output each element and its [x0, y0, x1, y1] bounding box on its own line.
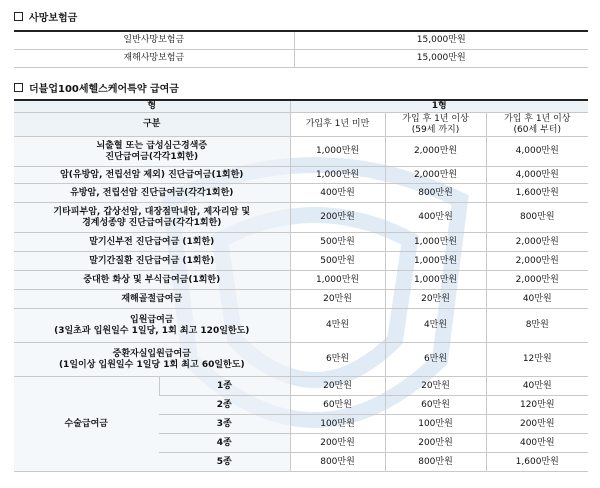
benefit-label-line2: 경계성종양 진단급여금(각각1회한)	[82, 217, 222, 228]
surgery-value: 200만원	[486, 415, 588, 434]
benefit-value: 4만원	[385, 309, 486, 343]
surgery-value: 20만원	[385, 377, 486, 396]
benefit-label-line2: 진단급여금(각각1회한)	[105, 151, 199, 162]
table-row	[14, 137, 588, 167]
header-col-over-1yr-59: 가입 후 1년 이상 (59세 까지)	[385, 113, 486, 137]
surgery-value: 200만원	[290, 434, 385, 453]
benefit-label-line1: 중환자실입원급여금	[112, 348, 191, 359]
header-col-under-1yr: 가입후 1년 미만	[290, 113, 385, 137]
benefit-label	[14, 252, 290, 271]
table-row	[14, 377, 588, 396]
benefit-label	[14, 184, 290, 203]
checkbox-icon	[14, 12, 23, 21]
section-title-healthcare-rider	[14, 79, 590, 95]
surgery-value: 1,600만원	[486, 453, 588, 472]
surgery-value: 60만원	[385, 396, 486, 415]
benefit-value: 20만원	[385, 290, 486, 309]
benefit-value: 4,000만원	[486, 137, 588, 167]
checkbox-icon	[14, 83, 23, 92]
benefit-value: 8만원	[486, 309, 588, 343]
benefit-label-line2: (1일이상 입원일수 1일당 1회 최고 60일한도)	[58, 359, 245, 370]
benefit-label-line1: 말기신부전 진단급여금 (1회한)	[89, 236, 215, 247]
surgery-value: 60만원	[290, 396, 385, 415]
table-row	[14, 252, 588, 271]
row-label: 재해사망보험금	[14, 50, 294, 68]
surgery-value: 800만원	[290, 453, 385, 472]
header-type: 형	[14, 100, 290, 113]
benefit-value: 12만원	[486, 343, 588, 377]
surgery-value: 100만원	[385, 415, 486, 434]
benefit-label	[14, 203, 290, 233]
table-row	[14, 309, 588, 343]
benefit-value: 2,000만원	[486, 233, 588, 252]
benefit-value: 2,000만원	[486, 252, 588, 271]
table-row	[14, 184, 588, 203]
surgery-value: 120만원	[486, 396, 588, 415]
surgery-value: 200만원	[385, 434, 486, 453]
surgery-value: 100만원	[290, 415, 385, 434]
section-title-death-benefit	[14, 8, 590, 24]
benefit-value: 40만원	[486, 290, 588, 309]
surgery-value: 400만원	[486, 434, 588, 453]
benefit-value: 1,600만원	[486, 184, 588, 203]
benefit-value: 4,000만원	[486, 167, 588, 184]
benefit-label-line1: 중대한 화상 및 부식급여금(1회한)	[83, 274, 221, 285]
header-gubun: 구분	[14, 113, 290, 137]
benefit-value: 500만원	[290, 252, 385, 271]
benefit-label	[14, 233, 290, 252]
benefit-label	[14, 137, 290, 167]
benefit-label-line1: 입원급여금	[130, 314, 174, 325]
table-row	[14, 50, 588, 68]
benefit-label	[14, 271, 290, 290]
section-title-text: 사망보험금	[29, 12, 78, 24]
benefit-label-line2: (3일초과 입원일수 1일당, 1회 최고 120일한도)	[54, 325, 250, 336]
benefit-value: 400만원	[290, 184, 385, 203]
surgery-value: 40만원	[486, 377, 588, 396]
benefit-value: 6만원	[290, 343, 385, 377]
section-title-text: 더블업100세헬스케어특약 급여금	[29, 83, 179, 95]
benefit-value: 1,000만원	[290, 167, 385, 184]
benefit-value: 1,000만원	[290, 271, 385, 290]
benefit-label-line1: 말기간질환 진단급여금 (1회한)	[89, 255, 215, 266]
surgery-grade: 2종	[159, 396, 290, 415]
benefit-label-line1: 암(유방암, 전립선암 제외) 진단급여금(1회한)	[60, 169, 244, 180]
table-row	[14, 290, 588, 309]
header-col-over-1yr-60: 가입 후 1년 이상 (60세 부터)	[486, 113, 588, 137]
benefit-value: 1,000만원	[385, 252, 486, 271]
benefit-label-line1: 기타피부암, 갑상선암, 대장점막내암, 제자리암 및	[53, 206, 251, 217]
table-row	[14, 31, 588, 50]
benefit-label-line1: 유방암, 전립선암 진단급여금(각각1회한)	[70, 187, 234, 198]
table-row	[14, 271, 588, 290]
benefit-value: 4만원	[290, 309, 385, 343]
row-label: 일반사망보험금	[14, 31, 294, 50]
death-benefit-table	[14, 30, 588, 68]
surgery-label: 수술급여금	[14, 377, 159, 472]
benefit-label	[14, 309, 290, 343]
row-value: 15,000만원	[294, 31, 588, 50]
surgery-value: 20만원	[290, 377, 385, 396]
row-value: 15,000만원	[294, 50, 588, 68]
benefit-value: 800만원	[486, 203, 588, 233]
benefit-value: 1,000만원	[290, 137, 385, 167]
surgery-grade: 3종	[159, 415, 290, 434]
benefit-value: 6만원	[385, 343, 486, 377]
benefit-value: 500만원	[290, 233, 385, 252]
benefit-value: 1,000만원	[385, 271, 486, 290]
benefit-value: 800만원	[385, 184, 486, 203]
benefit-value: 20만원	[290, 290, 385, 309]
surgery-grade: 1종	[159, 377, 290, 396]
table-row	[14, 167, 588, 184]
benefit-value: 400만원	[385, 203, 486, 233]
benefit-value: 1,000만원	[385, 233, 486, 252]
benefit-label-line1: 재해골절급여금	[121, 293, 183, 304]
table-row	[14, 203, 588, 233]
table-row	[14, 343, 588, 377]
benefit-label	[14, 167, 290, 184]
benefit-value: 2,000만원	[385, 167, 486, 184]
benefit-value: 200만원	[290, 203, 385, 233]
benefit-label	[14, 290, 290, 309]
benefit-label-line1: 뇌출혈 또는 급성심근경색증	[96, 140, 208, 151]
surgery-grade: 5종	[159, 453, 290, 472]
surgery-grade: 4종	[159, 434, 290, 453]
header-type-value: 1형	[290, 100, 588, 113]
surgery-value: 800만원	[385, 453, 486, 472]
table-row	[14, 233, 588, 252]
healthcare-benefit-table	[14, 99, 588, 472]
benefit-label	[14, 343, 290, 377]
benefit-value: 2,000만원	[385, 137, 486, 167]
benefit-value: 2,000만원	[486, 271, 588, 290]
